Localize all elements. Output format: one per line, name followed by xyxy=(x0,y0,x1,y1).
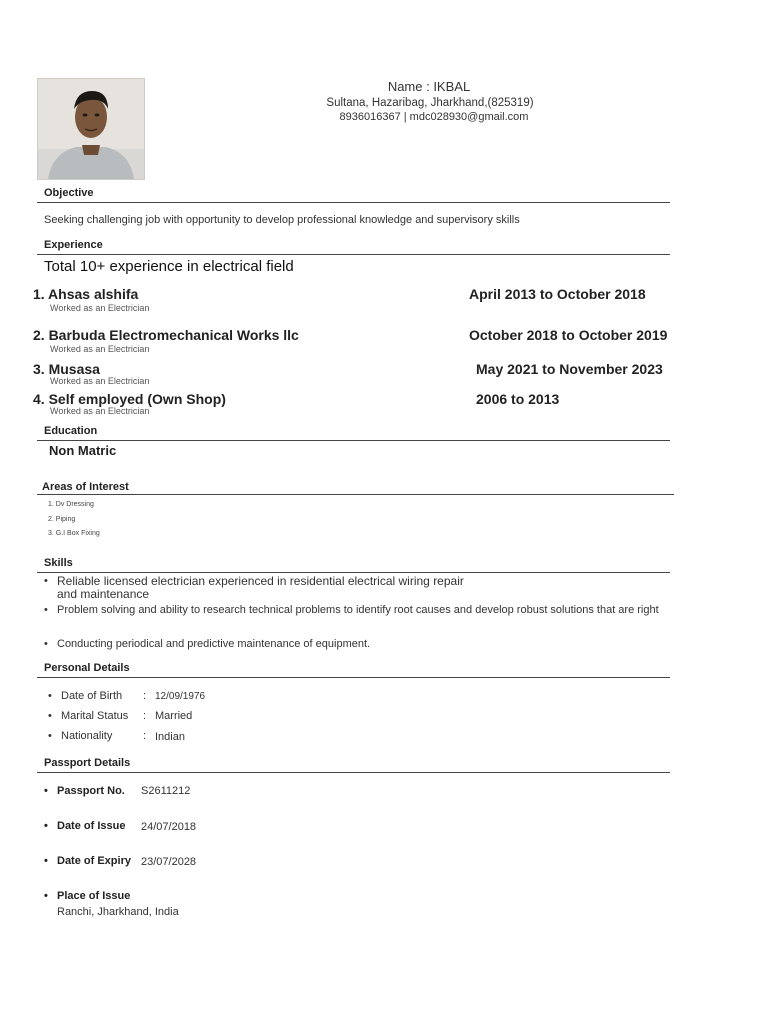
passport-divider xyxy=(37,772,670,773)
job-title: 2. Barbuda Electromechanical Works llc xyxy=(33,327,299,343)
dob-separator: : xyxy=(143,690,147,702)
job-title: 4. Self employed (Own Shop) xyxy=(33,391,226,407)
experience-heading: Experience xyxy=(44,239,103,251)
job-title: 3. Musasa xyxy=(33,361,100,377)
education-text: Non Matric xyxy=(49,443,117,458)
marital-label: • Marital Status xyxy=(61,710,128,722)
objective-heading: Objective xyxy=(44,187,94,199)
education-heading: Education xyxy=(44,425,98,437)
interests-divider xyxy=(37,494,674,495)
job-dates: April 2013 to October 2018 xyxy=(469,286,646,302)
passport-no-value: S2611212 xyxy=(141,785,191,797)
skills-divider xyxy=(37,572,670,573)
phone-number: 8936016367 xyxy=(339,111,401,123)
dob-value: 12/09/1976 xyxy=(155,691,206,702)
interest-item: 2. Piping xyxy=(48,516,76,523)
skill-item: • Problem solving and ability to research technical problems to identify root causes and develop robust solutions that are right xyxy=(57,604,677,617)
place-of-issue-label: • Place of Issue xyxy=(57,890,130,902)
skill-item: • Conducting periodical and predictive maintenance of equipment. xyxy=(57,638,677,650)
job-role: Worked as an Electrician xyxy=(50,376,150,386)
job-role: Worked as an Electrician xyxy=(50,406,150,416)
nationality-separator: : xyxy=(143,730,147,742)
dob-label: • Date of Birth xyxy=(61,690,122,702)
experience-divider xyxy=(37,254,670,255)
objective-text: Seeking challenging job with opportunity to develop professional knowledge and supervisory skills xyxy=(44,214,520,226)
job-dates: 2006 to 2013 xyxy=(476,391,560,407)
passport-heading: Passport Details xyxy=(44,757,131,769)
interest-item: 3. G.I Box Fixing xyxy=(48,530,100,537)
candidate-address: Sultana, Hazaribag, Jharkhand,(825319) xyxy=(326,97,534,109)
nationality-value: Indian xyxy=(155,731,185,743)
expiry-date-value: 23/07/2028 xyxy=(141,856,197,868)
personal-divider xyxy=(37,677,670,678)
personal-heading: Personal Details xyxy=(44,662,130,674)
interest-item: 1. Dv Dressing xyxy=(48,501,94,508)
place-of-issue-value: Ranchi, Jharkhand, India xyxy=(57,906,179,918)
passport-no-label: • Passport No. xyxy=(57,785,125,797)
job-role: Worked as an Electrician xyxy=(50,303,150,313)
skill-item: • Reliable licensed electrician experienced in residential electrical wiring repair and maintenance xyxy=(57,575,477,601)
objective-divider xyxy=(37,202,670,203)
experience-summary: Total 10+ experience in electrical field xyxy=(44,258,294,275)
job-dates: May 2021 to November 2023 xyxy=(476,361,663,377)
skills-heading: Skills xyxy=(44,557,73,569)
issue-date-value: 24/07/2018 xyxy=(141,821,197,833)
job-role: Worked as an Electrician xyxy=(50,344,150,354)
job-dates: October 2018 to October 2019 xyxy=(469,327,668,343)
expiry-date-label: • Date of Expiry xyxy=(57,855,131,867)
marital-separator: : xyxy=(143,710,147,722)
education-divider xyxy=(37,440,670,441)
job-title: 1. Ahsas alshifa xyxy=(33,286,139,302)
nationality-label: • Nationality xyxy=(61,730,112,742)
contact-line xyxy=(0,111,768,123)
marital-value: Married xyxy=(155,710,193,722)
issue-date-label: • Date of Issue xyxy=(57,820,125,832)
email-address: | mdc028930@gmail.com xyxy=(403,111,529,123)
interests-heading: Areas of Interest xyxy=(42,481,129,493)
candidate-name: Name : IKBAL xyxy=(387,79,471,94)
